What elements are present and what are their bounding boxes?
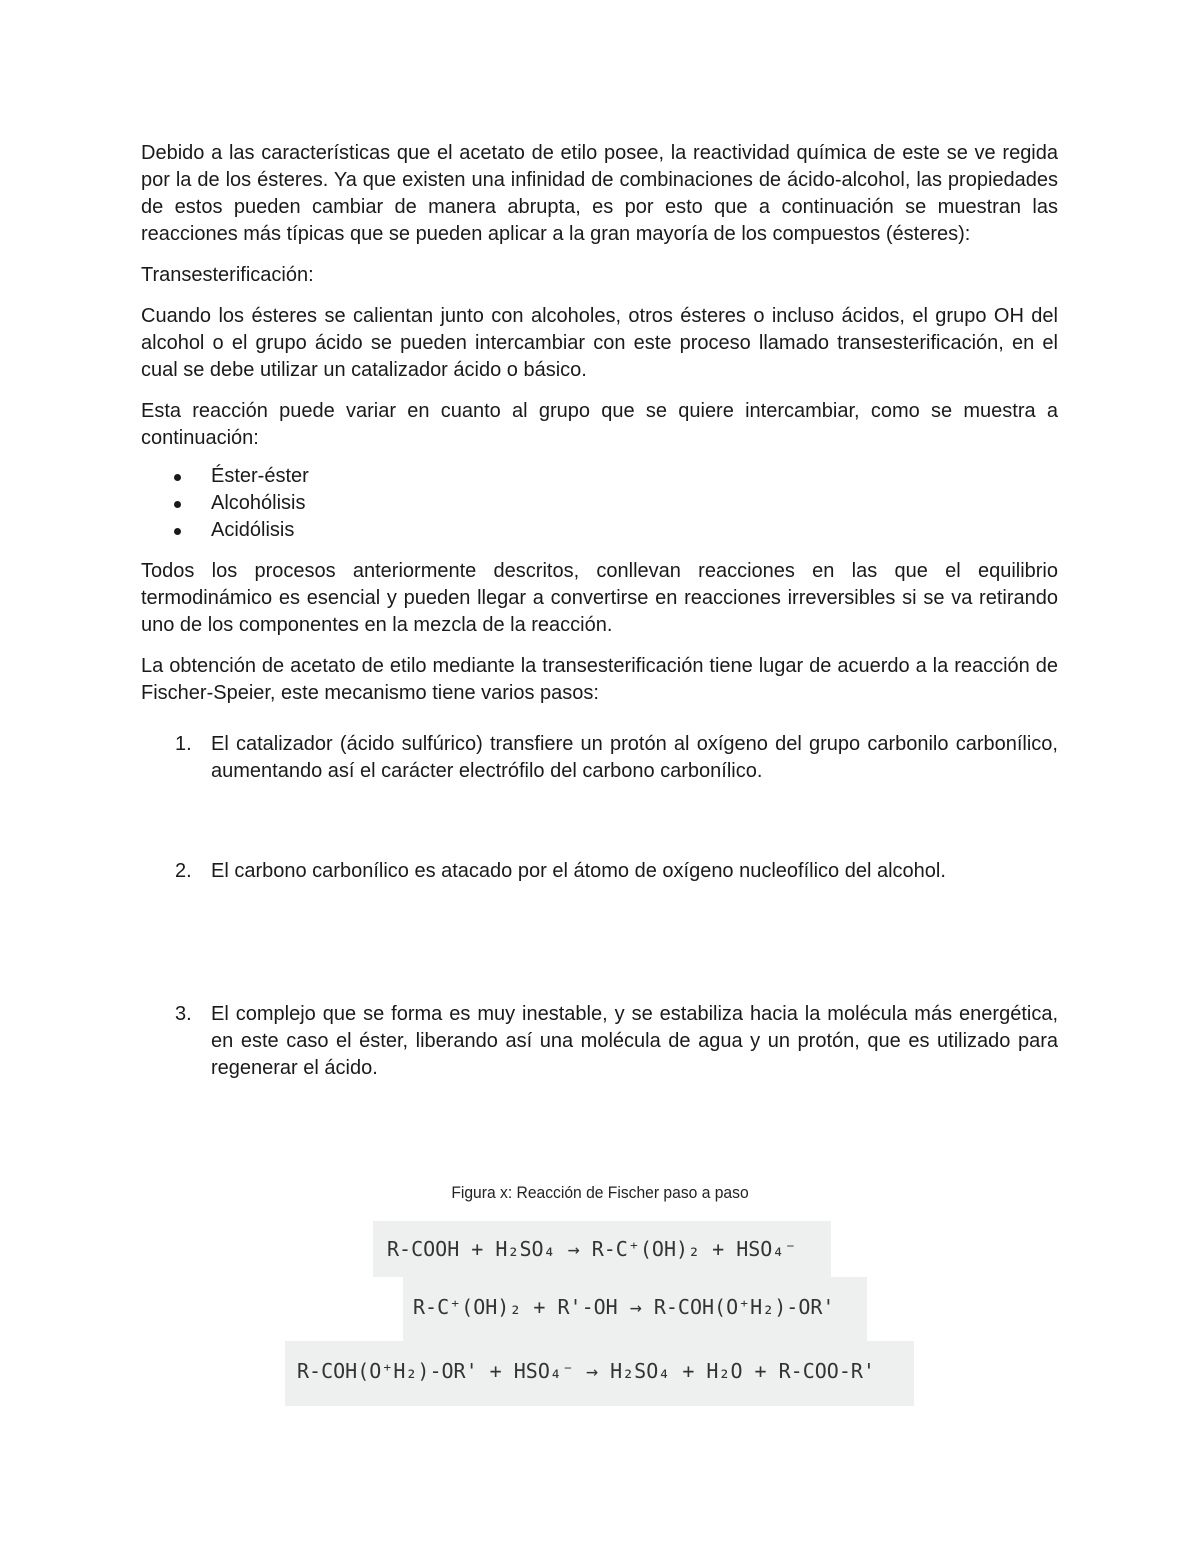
transesterification-heading: Transesterificación: — [141, 264, 314, 286]
intro-paragraph: Debido a las características que el acetato de etilo posee, la reactividad química de este se ve regida por la de los ésteres. Ya que existen una infinidad de combinaciones de ácido-alcohol, las propiedades de estos pueden cambiar de manera abrupta, es por esto que a continuación se muestran las reacciones más típicas que se pueden aplicar a la gran mayoría de los compuestos (ésteres): — [141, 142, 1058, 245]
fischer-paragraph: La obtención de acetato de etilo mediante la transesterificación tiene lugar de acuerdo a la reacción de Fischer-Speier, este mecanismo tiene varios pasos: — [141, 655, 1058, 704]
steps-list — [141, 731, 1058, 1082]
bullet-icon — [174, 474, 181, 481]
step-item: 3. El complejo que se forma es muy inestable, y se estabiliza hacia la molécula más energética, en este caso el éster, liberando así una molécula de agua y un protón, que es utilizado para regenerar el ácido. — [175, 1003, 1058, 1079]
document-body — [141, 140, 1058, 1082]
variation-paragraph: Esta reacción puede variar en cuanto al grupo que se quiere intercambiar, como se muestra a continuación: — [141, 400, 1058, 449]
bullet-list — [141, 463, 1058, 544]
list-item: Éster-éster — [141, 463, 1058, 490]
transesterification-paragraph: Cuando los ésteres se calientan junto con alcoholes, otros ésteres o incluso ácidos, el grupo OH del alcohol o el grupo ácido se pueden intercambiar con este proceso llamado transesterificación, en el cual se debe utilizar un catalizador ácido o básico. — [141, 305, 1058, 381]
list-item: Alcohólisis — [141, 490, 1058, 517]
equation-2: R-C⁺(OH)₂ + R'-OH → R-COH(O⁺H₂)-OR' — [403, 1277, 867, 1341]
equation-3: R-COH(O⁺H₂)-OR' + HSO₄⁻ → H₂SO₄ + H₂O + R-COO-R' — [285, 1341, 914, 1406]
list-item: Acidólisis — [141, 517, 1058, 544]
equilibrium-paragraph: Todos los procesos anteriormente descritos, conllevan reacciones en las que el equilibrio termodinámico es esencial y pueden llegar a convertirse en reacciones irreversibles si se va retirando uno de los componentes en la mezcla de la reacción. — [141, 560, 1058, 636]
bullet-icon — [174, 528, 181, 535]
step-item: 1. El catalizador (ácido sulfúrico) transfiere un protón al oxígeno del grupo carbonilo carbonílico, aumentando así el carácter electrófilo del carbono carbonílico. — [175, 733, 1058, 782]
equation-1: R-COOH + H₂SO₄ → R-C⁺(OH)₂ + HSO₄⁻ — [373, 1221, 831, 1277]
step-item: 2. El carbono carbonílico es atacado por el átomo de oxígeno nucleofílico del alcohol. — [175, 860, 946, 882]
bullet-icon — [174, 501, 181, 508]
figure-caption: Figura x: Reacción de Fischer paso a paso — [451, 1183, 749, 1202]
